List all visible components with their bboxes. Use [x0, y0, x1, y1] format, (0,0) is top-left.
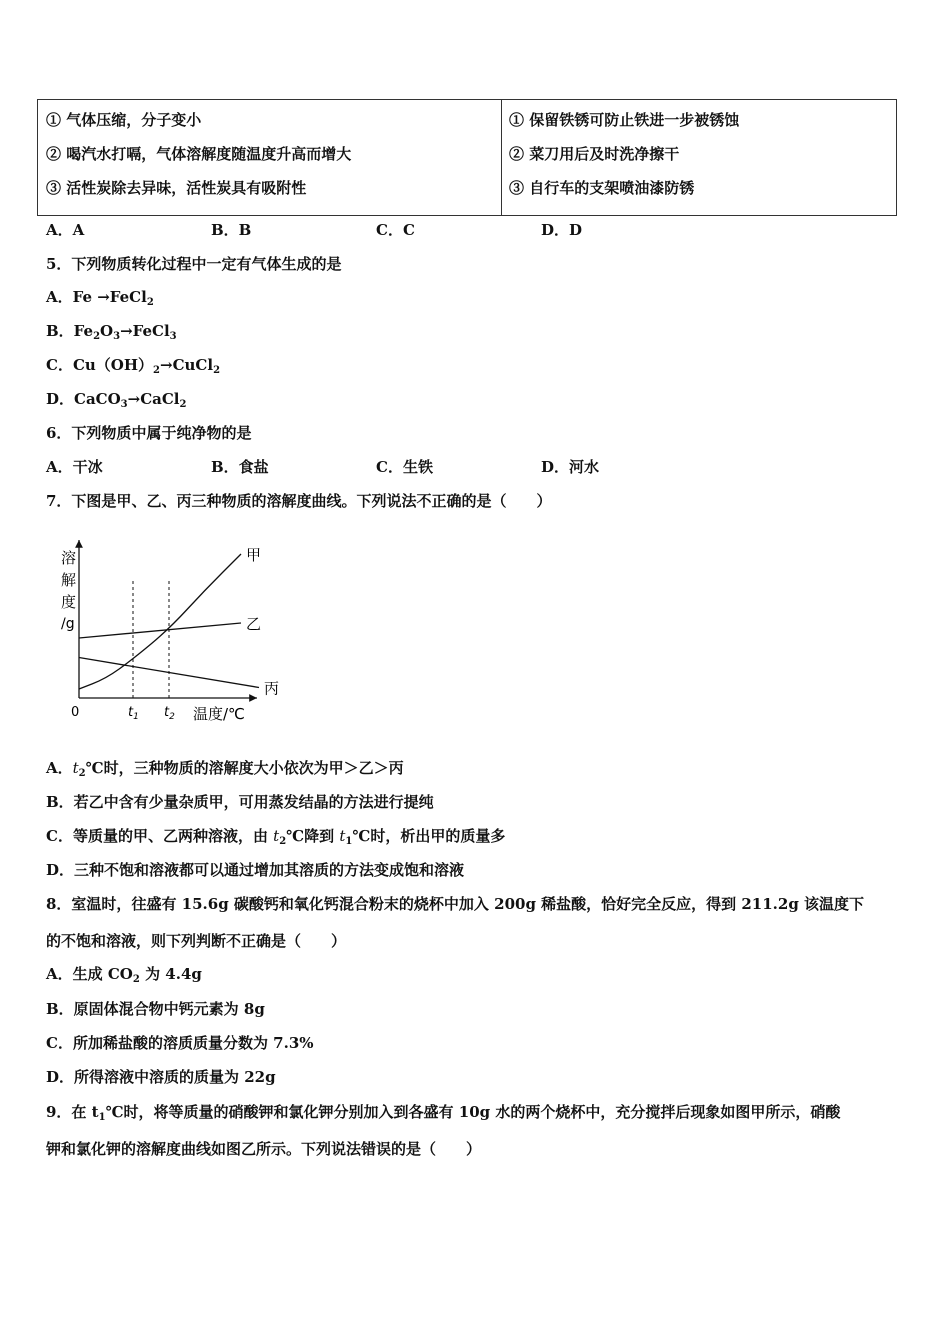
q7-option-d: D．三种不饱和溶液都可以通过增加其溶质的方法变成饱和溶液 [46, 861, 465, 879]
series-label-1: 甲 [246, 546, 262, 564]
q6-option-d: D．河水 [541, 458, 600, 476]
solubility-chart [52, 530, 280, 730]
x-tick-t1: $t_1$ [128, 705, 139, 722]
q8-option-a: A．生成 $CO_2$ 为 4.4g [46, 965, 202, 985]
q7-option-a: A．$t_2℃$时，三种物质的溶解度大小依次为甲＞乙＞丙 [46, 759, 404, 779]
table-left-1: ① 气体压缩，分子变小 [46, 111, 202, 129]
table-right-3: ③ 自行车的支架喷油漆防锈 [509, 179, 695, 197]
series-label-3: 丙 [264, 679, 280, 698]
q4-option-c: C．C [376, 221, 415, 239]
q9-stem-line1: 9．在 $t_1℃$时，将等质量的硝酸钾和氯化钾分别加入到各盛有 10g 水的两个烧杯中，充分搅拌后现象如图甲所示，硝酸 [46, 1103, 841, 1123]
y-label-char-3: 度 [61, 593, 77, 611]
table-divider [501, 100, 502, 215]
q7-stem: 7．下图是甲、乙、丙三种物质的溶解度曲线。下列说法不正确的是（ ） [46, 492, 552, 510]
y-label-char-1: 溶 [61, 549, 77, 567]
q8-option-c: C．所加稀盐酸的溶质质量分数为 7.3% [46, 1034, 314, 1052]
curve-jia [79, 554, 241, 689]
table-right-2: ② 菜刀用后及时洗净擦干 [509, 145, 680, 163]
q5-option-c: C．$Cu(OH)_2\to CuCl_2$ [46, 356, 221, 376]
q8-stem-line1: 8．室温时，往盛有 15.6g 碳酸钙和氧化钙混合粉末的烧杯中加入 200g 稀盐酸，恰好完全反应，得到 211.2g 该温度下 [46, 895, 865, 913]
table-right-1: ① 保留铁锈可防止铁进一步被锈蚀 [509, 111, 740, 129]
x-tick-t2: $t_2$ [164, 705, 175, 722]
q5-option-d: D．CaCO$_3$→CaCl$_2$ [46, 390, 187, 410]
q4-option-d: D．D [541, 221, 583, 239]
table-left-2: ② 喝汽水打嗝，气体溶解度随温度升高而增大 [46, 145, 352, 163]
comparison-table [37, 99, 897, 216]
q6-stem: 6．下列物质中属于纯净物的是 [46, 424, 252, 442]
q4-option-a: A．A [46, 221, 85, 239]
series-label-2: 乙 [246, 615, 262, 633]
origin-label: 0 [71, 705, 80, 720]
q9-stem-line2: 钾和氯化钾的溶解度曲线如图乙所示。下列说法错误的是（ ） [46, 1140, 482, 1158]
q4-option-b: B．B [211, 221, 252, 239]
q5-stem: 5．下列物质转化过程中一定有气体生成的是 [46, 255, 342, 273]
q8-option-b: B．原固体混合物中钙元素为 8g [46, 1000, 265, 1018]
table-left-3: ③ 活性炭除去异味，活性炭具有吸附性 [46, 179, 307, 197]
q6-option-a: A．干冰 [46, 458, 103, 476]
q7-option-c: C．等质量的甲、乙两种溶液，由 $t_2℃$降到 $t_1℃$时，析出甲的质量多 [46, 827, 506, 847]
q5-option-a: A．Fe →FeCl$_2$ [46, 288, 154, 308]
q6-option-c: C．生铁 [376, 458, 433, 476]
q5-option-b: B．$Fe_2O_3\to FeCl_3$ [46, 322, 177, 342]
y-label-char-4: /g [61, 616, 75, 632]
q8-stem-line2: 的不饱和溶液，则下列判断不正确是（ ） [46, 932, 347, 950]
x-axis-label: 温度/℃ [193, 705, 245, 723]
q6-option-b: B．食盐 [211, 458, 269, 476]
q7-option-b: B．若乙中含有少量杂质甲，可用蒸发结晶的方法进行提纯 [46, 793, 434, 811]
y-label-char-2: 解 [61, 571, 77, 589]
q8-option-d: D．所得溶液中溶质的质量为 22g [46, 1068, 276, 1086]
